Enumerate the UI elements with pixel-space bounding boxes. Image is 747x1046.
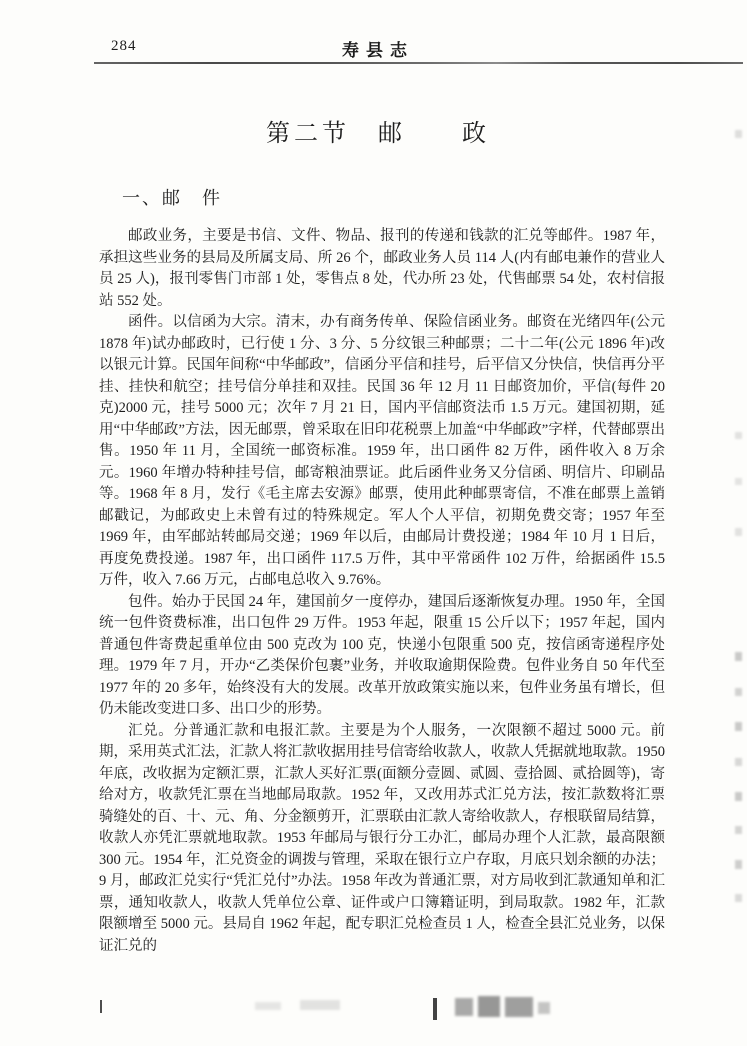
- paragraph-postal-overview: 邮政业务，主要是书信、文件、物品、报刊的传递和钱款的汇兑等邮件。1987 年，承担这些业务的县局及所属支局、所 26 个，邮政业务人员 114 人(内有邮电兼作的营业人员 25 人)，报刊零售门市部 1 处，零售点 8 处，代办所 23 处，代售邮票 54 处，农村信报站 552 处。: [99, 228, 665, 309]
- page-edge-mark: [735, 826, 742, 834]
- paragraph-parcels: 包件。始办于民国 24 年，建国前夕一度停办，建国后逐渐恢复办理。1950 年，全国统一包件资费标准，出口包件 29 万件。1953 年起，限重 15 公斤以下；1957 年起，国内普通包件寄费起重单位由 500 克改为 100 克，快递小包限重 500 克，按信函寄递程序处理。1979 年 7 月，开办“乙类保价包裹”业务，并收取逾期保险费。包件业务自 50 年代至 1977 年的 20 多年，始终没有大的发展。改革开放政策实施以来，包件业务虽有增长，但仍未能改变进口多、出口少的形势。: [99, 593, 665, 717]
- page-edge-mark: [735, 130, 742, 138]
- page-edge-mark: [735, 722, 742, 731]
- page-number: 284: [111, 38, 137, 54]
- scan-artifact-smudge: [505, 997, 533, 1017]
- header-rule: [94, 62, 743, 64]
- page-header: [95, 36, 661, 60]
- scan-artifact-smudge: [538, 1002, 550, 1014]
- scan-artifact-smudge: [300, 1000, 340, 1010]
- page-edge-mark: [735, 432, 742, 439]
- scan-artifact-smudge: [255, 1002, 281, 1010]
- book-title: 寿县志: [342, 41, 414, 60]
- page-edge-mark: [735, 688, 742, 696]
- scan-artifact-bar: [433, 998, 437, 1020]
- page-edge-mark: [735, 792, 742, 801]
- paragraph-letters: 函件。以信函为大宗。清末，办有商务传单、保险信函业务。邮资在光绪四年(公元 1878 年)试办邮政时，已行使 1 分、3 分、5 分纹银三种邮票；二十二年(公元 1896 年)改以银元计算。民国年间称“中华邮政”，信函分平信和挂号，后平信又分快信，快信再分平挂、挂快和航空；挂号信分单挂和双挂。民国 36 年 12 月 11 日邮资加价，平信(每件 20 克)2000 元，挂号 5000 元；次年 7 月 21 日，国内平信邮资法币 1.5 万元。建国初期，延用“中华邮政”方法，因无邮票，曾采取在旧印花税票上加盖“中华邮政”字样，代替邮票出售。1950 年 11 月，全国统一邮资标准。1959 年，出口函件 82 万件，函件收入 8 万余元。1960 年增办特种挂号信，邮寄粮油票证。此后函件业务又分信函、明信片、印刷品等。1968 年 8 月，发行《毛主席去安源》邮票，使用此种邮票寄信，不准在邮票上盖销邮戳记，为邮政史上未曾有过的特殊规定。军人个人平信，初期免费交寄；1957 年至 1969 年，由军邮站转邮局交递；1969 年以后，由邮局计费投递；1984 年 10 月 1 日后，再度免费投递。1987 年，出口函件 117.5 万件，其中平常函件 102 万件，给据函件 15.5 万件，收入 7.66 万元，占邮电总收入 9.76%。: [99, 314, 665, 588]
- page-edge-mark: [735, 528, 742, 536]
- page-edge-mark: [735, 860, 742, 869]
- paragraph-remittance: 汇兑。分普通汇款和电报汇款。主要是为个人服务，一次限额不超过 5000 元。前期，采用英式汇法，汇款人将汇款收据用挂号信寄给收款人，收款人凭据就地取款。1950 年底，改收据为定额汇票，汇款人买好汇票(面额分壹圆、贰圆、壹拾圆、贰拾圆等)，寄给对方，收款凭汇票在当地邮局取款。1952 年，又改用苏式汇兑方法，按汇款数将汇票骑缝处的百、十、元、角、分金额剪开，汇票联由汇款人寄给收款人，存根联留局结算，收款人亦凭汇票就地取款。1953 年邮局与银行分工办汇，邮局办理个人汇款，最高限额 300 元。1954 年，汇兑资金的调拨与管理，采取在银行立户存取，月底只划余额的办法；9 月，邮政汇兑实行“凭汇兑付”办法。1958 年改为普通汇票，对方局收到汇款通知单和汇票，通知收款人，收款人凭单位公章、证件或户口簿籍证明，到局取款。1982 年，汇款限额增至 5000 元。县局自 1962 年起，配专职汇兑检查员 1 人，检查全县汇兑业务，以保证汇兑的: [99, 722, 665, 954]
- scan-artifact-smudge: [478, 996, 500, 1017]
- page-edge-mark: [735, 894, 742, 902]
- subsection-title: 一、邮 件: [122, 188, 222, 208]
- page-edge-mark: [735, 478, 742, 485]
- page-edge-mark: [735, 758, 742, 766]
- scan-artifact-tick: [100, 1000, 102, 1013]
- body-text: [99, 226, 665, 957]
- section-title: 第二节 邮 政: [266, 121, 490, 147]
- scan-artifact-smudge: [455, 998, 473, 1016]
- page-edge-mark: [735, 652, 742, 661]
